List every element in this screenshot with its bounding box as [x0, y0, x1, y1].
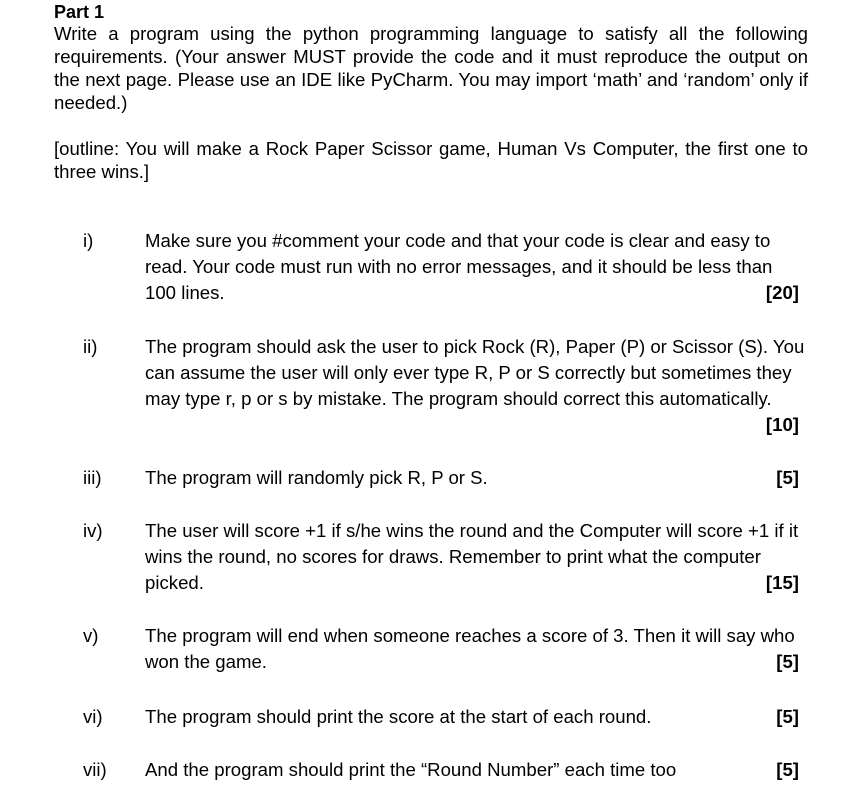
requirement-text: The program will randomly pick R, P or S.: [145, 467, 488, 488]
requirement-number: v): [83, 625, 99, 646]
requirement-marks: [5]: [776, 467, 799, 488]
requirement-number: i): [83, 230, 94, 251]
requirement-number: iii): [83, 467, 102, 488]
part-heading: Part 1: [54, 2, 105, 22]
requirement-text: The program should print the score at the start of each round.: [145, 706, 652, 727]
requirement-text: The user will score +1 if s/he wins the round and the Computer will score +1 if it wins the round, no scores for draws. Remember to print what the computer picked.: [145, 520, 799, 593]
requirement-marks: [10]: [765, 414, 799, 435]
requirement-text: And the program should print the “Round Number” each time too: [145, 759, 677, 780]
requirement-number: ii): [83, 336, 98, 357]
requirement-number: vi): [83, 706, 103, 727]
intro-paragraph: Write a program using the python programming language to satisfy all the following requirements. (Your answer MUST provide the code and it must reproduce the output on the next page. Please use an IDE like PyCharm. You may import ‘math’ and ‘random’ only if needed.): [54, 23, 808, 113]
requirement-number: iv): [83, 520, 103, 541]
outline-paragraph: [outline: You will make a Rock Paper Scissor game, Human Vs Computer, the first one to three wins.]: [54, 138, 808, 182]
requirement-text: Make sure you #comment your code and that your code is clear and easy to read. Your code must run with no error messages, and it should be less than 100 lines.: [145, 230, 773, 303]
requirement-marks: [15]: [765, 572, 799, 593]
requirement-marks: [5]: [776, 706, 799, 727]
requirement-text: The program should ask the user to pick Rock (R), Paper (P) or Scissor (S). You can assume the user will only ever type R, P or S correctly but sometimes they may type r, p or s by mistake. The program should correct this automatically.: [145, 336, 805, 409]
requirement-marks: [5]: [776, 651, 799, 672]
requirement-marks: [20]: [765, 282, 799, 303]
requirement-number: vii): [83, 759, 107, 780]
requirement-text: The program will end when someone reaches a score of 3. Then it will say who won the game.: [145, 625, 795, 672]
requirement-marks: [5]: [776, 759, 799, 780]
